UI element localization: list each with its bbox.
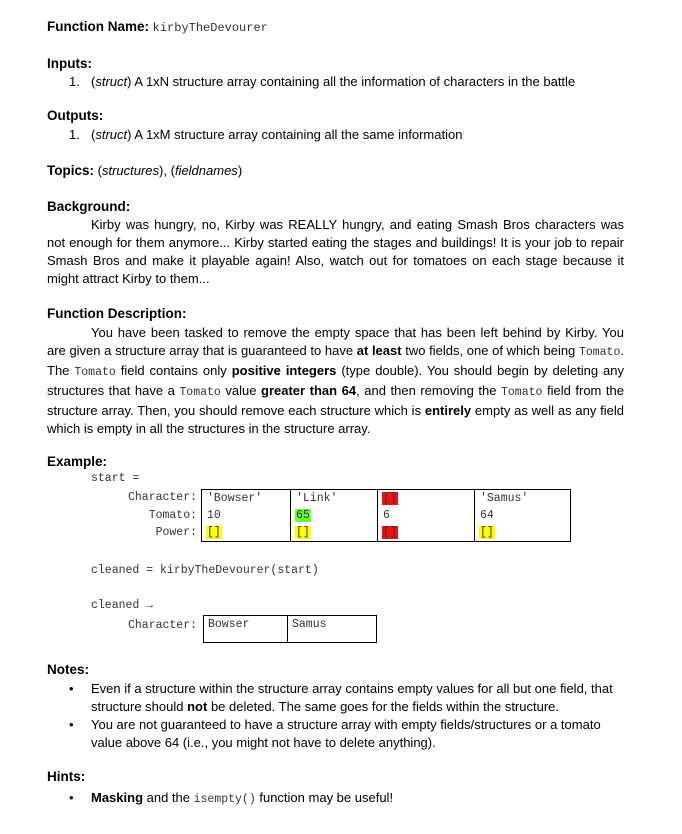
topic-item: structures	[101, 163, 160, 178]
start-field-labels	[100, 489, 197, 542]
topics-label: Topics:	[47, 163, 94, 178]
table-row-character	[204, 616, 377, 643]
type-label: struct	[95, 74, 128, 89]
cell: 'Bowser'	[207, 492, 263, 505]
table-row-power	[202, 524, 571, 542]
hints-heading: Hints:	[47, 769, 86, 784]
list-number: 1.	[69, 127, 80, 142]
notes-item: • You are not guaranteed to have a structure array with empty fields/structures or a tomato value above 64 (i.e., you might not have to delete anything).	[69, 717, 601, 750]
bullet-icon: •	[69, 790, 74, 805]
cell: Bowser	[208, 618, 250, 631]
start-struct-table	[201, 489, 571, 542]
description-paragraph: You have been tasked to remove the empty space that has been left behind by Kirby. You are given a structure array that is guaranteed to have at least two fields, one of which being Tomato. The Tomato field contains only positive integers (type double). You should begin by deleting any structures that have a Tomato value greater than 64, and then removing the Tomato field from the structure array. Then, you should remove each structure which is entirely empty as well as any field which is empty in all the structures in the structure array.	[47, 325, 625, 436]
notes-item: • Even if a structure within the structure array contains empty values for all but one field, that structure should not be deleted. The same goes for the fields within the structure.	[69, 681, 613, 714]
result-field-labels	[100, 617, 197, 635]
cell: 64	[480, 509, 494, 522]
cell: 'Link'	[296, 492, 338, 505]
outputs-heading: Outputs:	[47, 108, 104, 123]
outputs-item-text: A 1xM structure array containing all the same information	[131, 127, 463, 142]
background-paragraph: Kirby was hungry, no, Kirby was REALLY hungry, and eating Smash Bros characters was not enough for them anymore... Kirby started eating the stages and buildings! It is your job to repair Smash Bros and make it playable again! Also, watch out for tomatoes on each stage because it might attract Kirby to them...	[47, 217, 624, 286]
topics-line: Topics: (structures), (fieldnames)	[47, 163, 243, 178]
table-row-tomato	[202, 507, 571, 524]
inputs-item-text: A 1xN structure array containing all the information of characters in the battle	[131, 74, 576, 89]
cell: 10	[207, 509, 221, 522]
outputs-item: 1. (struct) A 1xM structure array containing all the same information	[69, 127, 463, 142]
type-label: struct	[95, 127, 128, 142]
cell: 6	[383, 509, 390, 522]
function-name-value: kirbyTheDevourer	[152, 21, 268, 35]
field-label-tomato: Tomato:	[148, 508, 197, 522]
bullet-icon: •	[69, 681, 74, 696]
function-call: cleaned = kirbyTheDevourer(start)	[91, 564, 319, 577]
field-label-character: Character:	[127, 491, 197, 504]
inputs-heading: Inputs:	[47, 56, 92, 71]
cell: Samus	[292, 618, 327, 631]
cell-yellow: []	[480, 526, 494, 539]
function-name-label: Function Name:	[47, 19, 150, 34]
start-label: start =	[91, 472, 140, 485]
cell-yellow: []	[207, 526, 221, 539]
notes-heading: Notes:	[47, 662, 90, 677]
notes-list	[69, 680, 629, 752]
example-heading: Example:	[47, 454, 108, 469]
result-struct-table	[203, 615, 377, 643]
list-number: 1.	[69, 74, 80, 89]
cell-red: []	[383, 526, 397, 539]
topic-item: fieldnames	[174, 163, 238, 178]
inputs-item: 1. (struct) A 1xN structure array containing all the information of characters in the battle	[69, 74, 576, 89]
cell-red: []	[383, 492, 397, 505]
field-label-character: Character:	[127, 619, 197, 632]
bullet-icon: •	[69, 717, 74, 732]
cell-yellow: []	[296, 526, 310, 539]
cell: 'Samus'	[480, 492, 529, 505]
hints-item: • Masking and the isempty() function may be useful!	[69, 790, 394, 806]
cell-green: 65	[296, 509, 310, 522]
result-label: cleaned →	[91, 599, 154, 612]
field-label-power: Power:	[155, 526, 197, 539]
function-name-line	[47, 19, 268, 35]
background-heading: Background:	[47, 199, 131, 214]
table-row-character	[202, 490, 571, 508]
description-heading: Function Description:	[47, 306, 187, 321]
